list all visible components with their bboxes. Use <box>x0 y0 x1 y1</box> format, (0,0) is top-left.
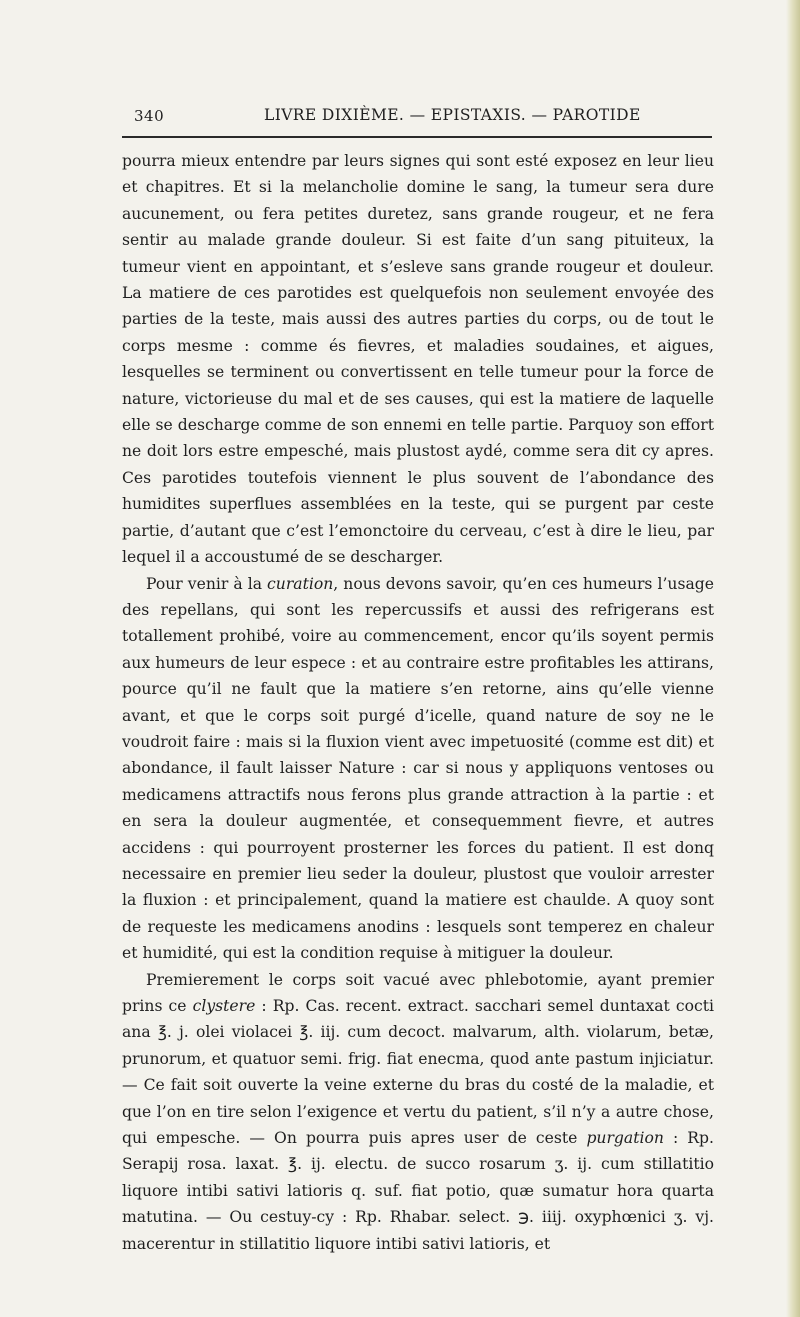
text-segment: Premierement le corps soit vacué avec phlebotomie, ayant premier prins ce <box>122 970 714 1015</box>
text-segment: : Rp. Serapij rosa. laxat. ℥. ij. electu. de succo rosarum ʒ. ij. cum stillatitio liquore intibi sativi latioris q. suf. fiat potio, quæ sumatur hora quarta matutina. — Ou cestuy-cy : Rp. Rhabar. select. ℈. iiij. oxyphœnici ʒ. vj. macerentur in stillatitio liquore intibi sativi latioris, et <box>122 1129 714 1253</box>
paragraph-1 <box>122 148 714 571</box>
text-segment: : Rp. Cas. recent. extract. sacchari semel duntaxat cocti ana ℥. j. olei violacei ℥. iij. cum decoct. malvarum, alth. violarum, betæ, prunorum, et quatuor semi. frig. fiat enecma, quod ante pastum injiciatur. — Ce fait soit ouverte la veine externe du bras du costé de la maladie, et que l’on en tire selon l’exigence et vertu du patient, s’il n’y a autre chose, qui empesche. — On pourra puis apres user de ceste <box>122 997 714 1148</box>
page-header <box>122 103 712 129</box>
paragraph-2 <box>122 571 714 967</box>
body-text <box>122 148 714 1257</box>
running-head: LIVRE DIXIÈME. — EPISTAXIS. — PAROTIDE <box>264 106 641 124</box>
header-rule <box>122 136 712 138</box>
italic-term: clystere <box>192 997 256 1015</box>
italic-term: purgation <box>586 1129 664 1148</box>
page-edge-shadow <box>786 0 800 1317</box>
text-segment: pourra mieux entendre par leurs signes qui sont esté exposez en leur lieu et chapitres. Et si la melancholie domine le sang, la tumeur sera dure aucunement, ou fera petites duretez, sans grande rougeur, et ne fera sentir au malade grande douleur. Si est faite d’un sang pituiteux, la tumeur vient en appointant, et s’esleve sans grande rougeur et douleur. La matiere de ces parotides est quelquefois non seulement envoyée des parties de la teste, mais aussi des autres parties du corps, ou de tout le corps mesme : comme és fievres, et maladies soudaines, et aigues, lesquelles se terminent ou convertissent en telle tumeur pour la force de nature, victorieuse du mal et de ses causes, qui est la matiere de laquelle elle se descharge comme de son ennemi en telle partie. Parquoy son effort ne doit lors estre empesché, mais plustost aydé, comme sera dit cy apres. Ces parotides toutefois viennent le plus souvent de l’abondance des humidites superflues assemblées en la teste, qui se purgent par ceste partie, d’autant que c’est l’emonctoire du cerveau, c’est à dire le lieu, par lequel il a accoustumé de se descharger. <box>122 152 714 567</box>
text-segment: , nous devons savoir, qu’en ces humeurs l’usage des repellans, qui sont les repercussifs et aussi des refrigerans est totallement prohibé, voire au commencement, encor qu’ils soyent permis aux humeurs de leur espece : et au contraire estre profitables les attirans, pource qu’il ne fault que la matiere s’en retorne, ains qu’elle vienne avant, et que le corps soit purgé d’icelle, quand nature de soy ne le voudroit faire : mais si la fluxion vient avec impetuosité (comme est dit) et abondance, il fault laisser Nature : car si nous y appliquons ventoses ou medicamens attractifs nous ferons plus grande attraction à la partie : et en sera la douleur augmentée, et consequemment fievre, et autres accidens : qui pourroyent prosterner les forces du patient. Il est donq necessaire en premier lieu seder la douleur, plustost que vouloir arrester la fluxion : et principalement, quand la matiere est chaulde. A quoy sont de requeste les medicamens anodins : lesquels sont temperez en chaleur et humidité, qui est la condition requise à mitiguer la douleur. <box>122 574 714 963</box>
italic-term: curation <box>267 574 334 593</box>
page-number: 340 <box>134 107 165 125</box>
paragraph-3 <box>122 967 714 1257</box>
text-segment: Pour venir à la <box>146 574 268 593</box>
